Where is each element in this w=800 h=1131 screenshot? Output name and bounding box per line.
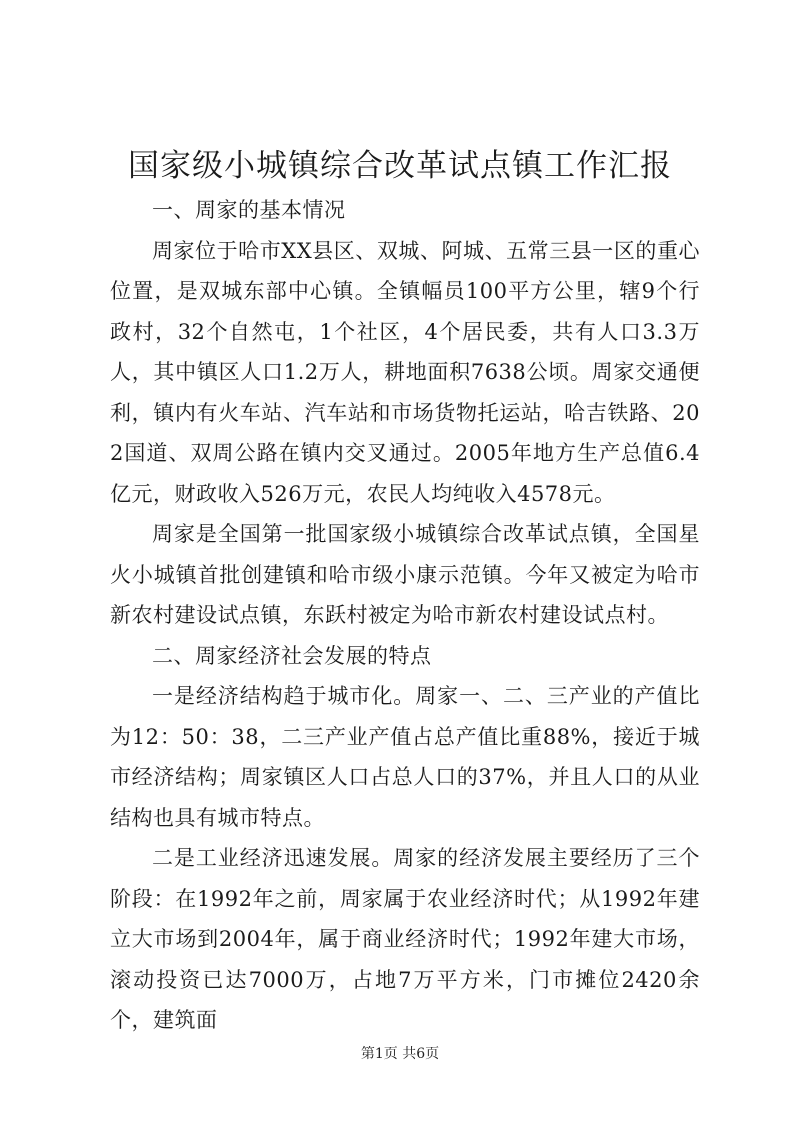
paragraph-economic-structure: 一是经济结构趋于城市化。周家一、二、三产业的产值比为12：50：38，二三产业产值占总产值比重88%，接近于城市经济结构；周家镇区人口占总人口的37%，并且人口的从业结构也具有城市特点。 [110,684,700,830]
paragraph-pilot-status: 周家是全国第一批国家级小城镇综合改革试点镇，全国星火小城镇首批创建镇和哈市级小康示范镇。今年又被定为哈市新农村建设试点镇，东跃村被定为哈市新农村建设试点村。 [110,522,700,627]
document-title: 国家级小城镇综合改革试点镇工作汇报 [128,148,672,184]
page-number-footer: 第1页 共6页 [360,1046,440,1062]
section-heading-1: 一、周家的基本情况 [152,198,346,222]
paragraph-industrial-growth: 二是工业经济迅速发展。周家的经济发展主要经历了三个阶段：在1992年之前，周家属于农业经济时代；从1992年建立大市场到2004年，属于商业经济时代；1992年建大市场，滚动投资已达7000万，占地7万平方米，门市摊位2420余个，建筑面 [110,846,700,1032]
section-heading-2: 二、周家经济社会发展的特点 [152,643,432,668]
document-body [110,190,700,1041]
paragraph-basic-info: 周家位于哈市XX县区、双城、阿城、五常三县一区的重心位置，是双城东部中心镇。全镇幅员100平方公里，辖9个行政村，32个自然屯，1个社区，4个居民委，共有人口3.3万人，其中镇区人口1.2万人，耕地面积7638公顷。周家交通便利，镇内有火车站、汽车站和市场货物托运站，哈吉铁路、202国道、双周公路在镇内交叉通过。2005年地方生产总值6.4亿元，财政收入526万元，农民人均纯收入4578元。 [110,238,700,506]
